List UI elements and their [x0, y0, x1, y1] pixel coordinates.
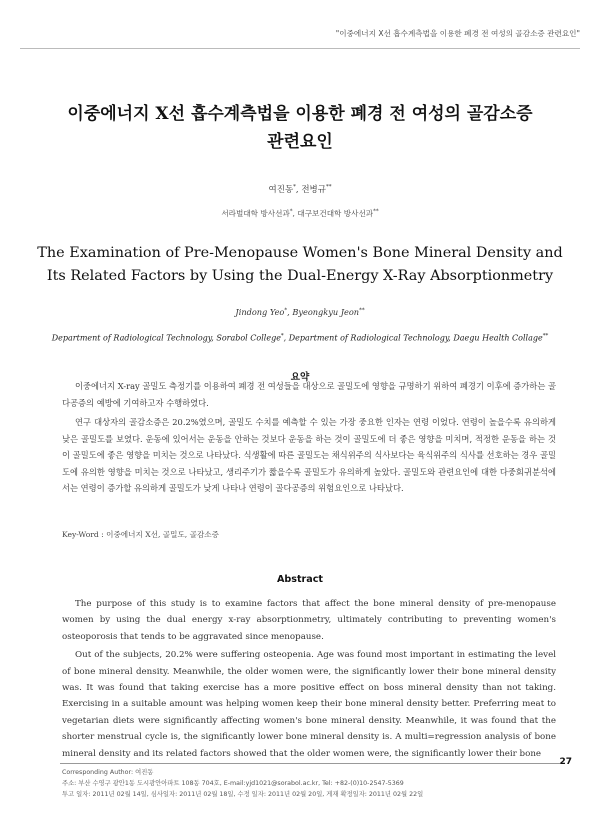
english-authors [0, 307, 600, 317]
footer-divider [60, 763, 560, 764]
footer-corresponding-author: Corresponding Author: 여진동 [62, 769, 154, 776]
korean-abstract-heading: 요약 [290, 372, 310, 383]
korean-affiliations [0, 208, 600, 219]
english-abstract-paragraph-1: The purpose of this study is to examine factors that affect the bone mineral density of pre-menopause women by using the dual energy x-ray absorptionmetry, ultimately contributing to preventing women's osteoporosis that tends to be aggravated since menopause. [62, 599, 556, 642]
korean-affiliation-2-mark: ** [373, 208, 379, 215]
korean-author-2-mark: ** [325, 184, 332, 191]
korean-author-1: 여진동 [268, 185, 294, 195]
korean-authors [0, 183, 600, 195]
english-author-2: Byeongkyu Jeon [292, 307, 360, 317]
footer [62, 767, 560, 800]
english-affiliation-2: Department of Radiological Technology, Daegu Health Collage [288, 333, 543, 343]
page-number: 27 [559, 757, 572, 767]
english-abstract [62, 596, 556, 764]
english-author-separator: , [287, 307, 293, 317]
english-title [30, 242, 570, 288]
korean-abstract-paragraph-2: 연구 대상자의 골감소증은 20.2%였으며, 골밀도 수치를 예측할 수 있는 가장 중요한 인자는 연령 이었다. 연령이 높을수록 유의하게 낮은 골밀도를 보였다. 운동에 있어서는 운동을 안하는 것보다 운동을 하는 것이 골밀도에 더 좋은 영향을 미치며, 적정한 운동을 하는 것이 골밀도에 좋은 영향을 미치는 것으로 나타났다. 식생활에 따른 골밀도는 채식위주의 식사보다는 육식위주의 식사를 선호하는 경우 골밀도에 유의한 영향을 미치는 것으로 나타났고, 생리주기가 짧을수록 골밀도가 유의하게 높았다. 골밀도와 관련요인에 대한 다중회귀분석에서는 연령이 증가할 유의하게 골밀도가 낮게 나타나 연령이 골다공증의 위험요인으로 나타났다. [62, 417, 556, 493]
korean-author-separator: , [295, 185, 302, 195]
korean-affiliation-2: 대구보건대학 방사선과 [297, 209, 374, 218]
english-author-1-mark: * [284, 307, 288, 314]
footer-address: 주소: 부산 수영구 광안1동 도시광안아파트 108동 704호, E-mail:yjd1021@sorabol.ac.kr, Tel: +82-(0)10-2547-5369 [62, 780, 404, 787]
korean-abstract-paragraph-1: 이중에너지 X-ray 골밀도 측정기를 이용하여 폐경 전 여성들을 대상으로 골밀도에 영향을 규명하기 위하여 폐경기 이후에 증가하는 골다공증의 예방에 기여하고자 수행하였다. [62, 381, 556, 408]
english-abstract-paragraph-2: Out of the subjects, 20.2% were suffering osteopenia. Age was found most important in estimating the level of bone mineral density. Meanwhile, the older women were, the significantly lower their bone mineral density was. It was found that taking exercise has a more positive effect on boss mineral density than not taking. Exercising in a suitable amount was helping women keep their bone mineral density better. Preferring meat to vegetarian diets were significantly affecting women's bone mineral density. Meanwhile, it was found that the shorter menstrual cycle is, the significantly lower bone mineral density is. A multi=regression analysis of bone mineral density and its related factors showed that the older women were, the significantly lower their bone [62, 650, 556, 759]
english-affiliations [30, 333, 570, 343]
english-affiliation-separator: , [283, 333, 289, 343]
korean-title [40, 100, 560, 156]
english-abstract-heading: Abstract [276, 574, 324, 585]
korean-author-2: 전병규 [301, 185, 326, 195]
english-title-line-1: The Examination of Pre-Menopause Women's Bone Mineral Density and [37, 245, 563, 261]
english-title-line-2: Its Related Factors by Using the Dual-Energy X-Ray Absorptionmetry [46, 268, 554, 284]
korean-abstract [62, 378, 556, 500]
keywords: Key-Word : 이중에너지 X선, 골밀도, 골감소증 [62, 530, 219, 539]
korean-affiliation-1: 서라벌대학 방사선과 [221, 209, 290, 218]
english-affiliation-1-mark: * [280, 333, 284, 339]
korean-affiliation-1-mark: * [289, 208, 293, 215]
english-author-1: Jindong Yeo [235, 307, 285, 317]
korean-affiliation-separator: , [292, 209, 298, 218]
korean-author-1-mark: * [293, 184, 296, 191]
footer-dates: 투고 일자: 2011년 02월 14일, 심사일자: 2011년 02월 18일, 수정 일자: 2011년 02월 20일, 게재 확정일자: 2011년 02월 22일 [62, 791, 424, 798]
korean-title-line-1: 이중에너지 X선 흡수계측법을 이용한 폐경 전 여성의 골감소증 [67, 104, 533, 124]
english-affiliation-1: Department of Radiological Technology, Sorabol College [51, 333, 281, 343]
english-author-2-mark: ** [359, 307, 365, 314]
english-affiliation-2-mark: ** [542, 333, 549, 339]
running-head: "이중에너지 X선 흡수계측법을 이용한 폐경 전 여성의 골감소증 관련요인" [20, 28, 580, 49]
korean-title-line-2: 관련요인 [267, 132, 333, 152]
